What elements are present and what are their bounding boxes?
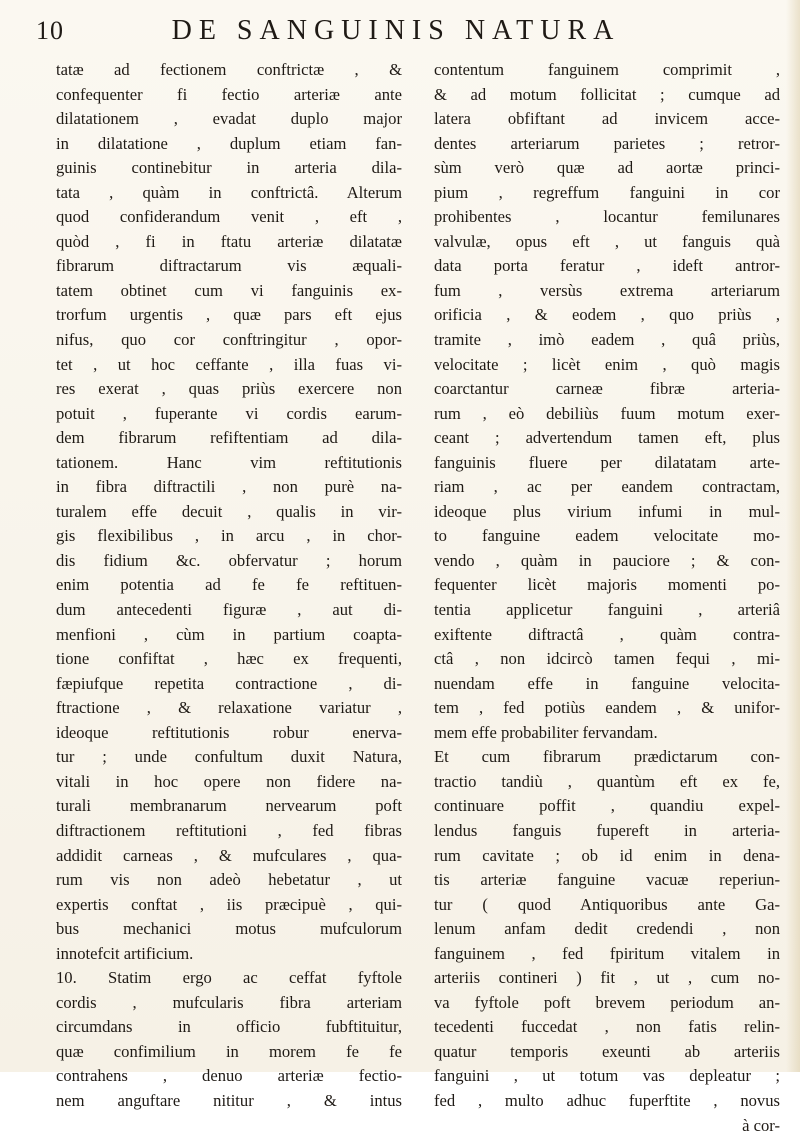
text-line: tentia applicetur fanguini , arteriâ: [434, 600, 780, 620]
text-line: enim potentia ad fe fe reftituen-: [56, 575, 402, 595]
text-line: expertis conftat , iis præcipuè , qui-: [56, 894, 402, 914]
text-line: 10. Statim ergo ac ceffat fyftole: [56, 968, 402, 988]
text-line: ftractione , & relaxatione variatur ,: [56, 698, 402, 718]
text-line: tata , quàm in conftrictâ. Alterum: [56, 182, 402, 202]
text-line: menfioni , cùm in partium coapta-: [56, 624, 402, 644]
text-line: riam , ac per eandem contractam,: [434, 477, 780, 497]
text-line: quod confiderandum venit , eft ,: [56, 207, 402, 227]
text-line: contentum fanguinem comprimit ,: [434, 60, 780, 79]
text-line: diftractionem reftitutioni , fed fibras: [56, 820, 402, 840]
text-line: dis fidium &c. obfervatur ; horum: [56, 550, 402, 570]
text-line: dentes arteriarum parietes ; retror-: [434, 133, 780, 153]
text-line: fanguinem , fed fpiritum vitalem in: [434, 943, 780, 963]
text-line: tur ( quod Antiquoribus ante Ga-: [434, 894, 780, 914]
page-edge-shadow: [786, 0, 800, 1072]
text-line: quòd , fi in ftatu arteriæ dilatatæ: [56, 231, 402, 251]
text-line: mem effe probabiliter fervandam.: [434, 722, 658, 742]
text-line: Et cum fibrarum prædictarum con-: [434, 747, 780, 767]
text-line: orificia , & eodem , quo priùs ,: [434, 305, 780, 325]
text-line: fequenter licèt majoris momenti po-: [434, 575, 780, 595]
text-line: vendo , quàm in pauciore ; & con-: [434, 550, 780, 570]
text-line: tem , fed potiùs eandem , & unifor-: [434, 698, 780, 718]
text-line: to fanguine eadem velocitate mo-: [434, 526, 780, 546]
text-line: nuendam effe in fanguine velocita-: [434, 673, 780, 693]
text-line: lendus fanguis fupereft in arteria-: [434, 820, 780, 840]
text-line: exiftente diftractâ , quàm contra-: [434, 624, 780, 644]
text-line: contrahens , denuo arteriæ fectio-: [56, 1066, 402, 1086]
text-line: fed , multo adhuc fuperftite , novus: [434, 1090, 780, 1110]
text-line: tet , ut hoc ceffante , illa fuas vi-: [56, 354, 402, 374]
text-line: nifus, quo cor conftringitur , opor-: [56, 330, 402, 350]
text-line: in dilatatione , duplum etiam fan-: [56, 133, 402, 153]
text-line: fanguini , ut totum vas depleatur ;: [434, 1066, 780, 1086]
text-line: continuare poffit , quandiu expel-: [434, 796, 780, 816]
text-line: ideoque plus virium infumi in mul-: [434, 501, 780, 521]
text-line: bus mechanici motus mufculorum: [56, 919, 402, 939]
text-line: cordis , mufcularis fibra arteriam: [56, 992, 402, 1012]
text-line: tione confiftat , hæc ex frequenti,: [56, 649, 402, 669]
text-line: coarctantur carneæ fibræ arteria-: [434, 379, 780, 399]
text-line: sùm verò quæ ad aortæ princi-: [434, 158, 780, 178]
text-line: circumdans in officio fubftituitur,: [56, 1017, 402, 1037]
text-line: gis flexibilibus , in arcu , in chor-: [56, 526, 402, 546]
text-line: tatem obtinet cum vi fanguinis ex-: [56, 280, 402, 300]
text-line: tractio tandiù , quantùm eft ex fe,: [434, 771, 780, 791]
text-line: fibrarum diftractarum vis æquali-: [56, 256, 402, 276]
text-line: arteriis contineri ) fit , ut , cum no-: [434, 968, 780, 988]
text-line: fum , versùs extrema arteriarum: [434, 280, 780, 300]
text-line: rum , eò debiliùs fuum motum exer-: [434, 403, 780, 423]
text-line: vitali in hoc opere non fidere na-: [56, 771, 402, 791]
text-line: rum vis non adeò hebetatur , ut: [56, 870, 402, 890]
text-columns: [56, 58, 780, 1138]
text-line: fæpiufque repetita contractione , di-: [56, 673, 402, 693]
right-column: [434, 58, 780, 1138]
text-line: tur ; unde confultum duxit Natura,: [56, 747, 402, 767]
text-line: velocitate ; licèt enim , quò magis: [434, 354, 780, 374]
text-line: nem anguftare nititur , & intus: [56, 1090, 402, 1110]
text-line: va fyftole poft brevem periodum an-: [434, 992, 780, 1012]
text-line: tatæ ad fectionem conftrictæ , &: [56, 60, 402, 79]
text-line: lenum anfam dedit credendi , non: [434, 919, 780, 939]
text-line: ceant ; advertendum tamen eft, plus: [434, 428, 780, 448]
text-line: turalem effe decuit , qualis in vir-: [56, 501, 402, 521]
text-line: rum cavitate ; ob id enim in dena-: [434, 845, 780, 865]
text-line: fanguinis fluere per dilatatam arte-: [434, 452, 780, 472]
running-title: DE SANGUINIS NATURA: [171, 15, 621, 46]
text-line: addidit carneas , & mufculares , qua-: [56, 845, 402, 865]
text-line: guinis continebitur in arteria dila-: [56, 158, 402, 178]
text-line: in fibra diftractili , non purè na-: [56, 477, 402, 497]
text-line: tramite , imò eadem , quâ priùs,: [434, 330, 780, 350]
text-line: tecedenti fuccedat , non fatis relin-: [434, 1017, 780, 1037]
page-number: 10: [36, 16, 64, 45]
text-line: trorfum urgentis , quæ pars eft ejus: [56, 305, 402, 325]
text-line: valvulæ, opus eft , ut fanguis quà: [434, 231, 780, 251]
left-column: [56, 58, 402, 1138]
text-line: dum antecedenti figuræ , aut di-: [56, 600, 402, 620]
text-line: dilatationem , evadat duplo major: [56, 109, 402, 129]
text-line: pium , regreffum fanguini in cor: [434, 182, 780, 202]
text-line: ideoque reftitutionis robur enerva-: [56, 722, 402, 742]
catchword: à cor-: [742, 1115, 780, 1135]
text-line: & ad motum follicitat ; cumque ad: [434, 84, 780, 104]
text-line: turali membranarum nervearum poft: [56, 796, 402, 816]
text-line: tis arteriæ fanguine vacuæ reperiun-: [434, 870, 780, 890]
text-line: res exerat , quas priùs exercere non: [56, 379, 402, 399]
text-line: ctâ , non idcircò tamen fequi , mi-: [434, 649, 780, 669]
text-line: latera obfiftant ad invicem acce-: [434, 109, 780, 129]
text-line: potuit , fuperante vi cordis earum-: [56, 403, 402, 423]
text-line: data porta feratur , ideft antror-: [434, 256, 780, 276]
text-line: confequenter fi fectio arteriæ ante: [56, 84, 402, 104]
text-line: quatur temporis exeunti ab arteriis: [434, 1041, 780, 1061]
page-header: [36, 10, 756, 52]
text-line: quæ confimilium in morem fe fe: [56, 1041, 402, 1061]
text-line: dem fibrarum refiftentiam ad dila-: [56, 428, 402, 448]
text-line: prohibentes , locantur femilunares: [434, 207, 780, 227]
text-line: tationem. Hanc vim reftitutionis: [56, 452, 402, 472]
text-line: innotefcit artificium.: [56, 943, 194, 963]
